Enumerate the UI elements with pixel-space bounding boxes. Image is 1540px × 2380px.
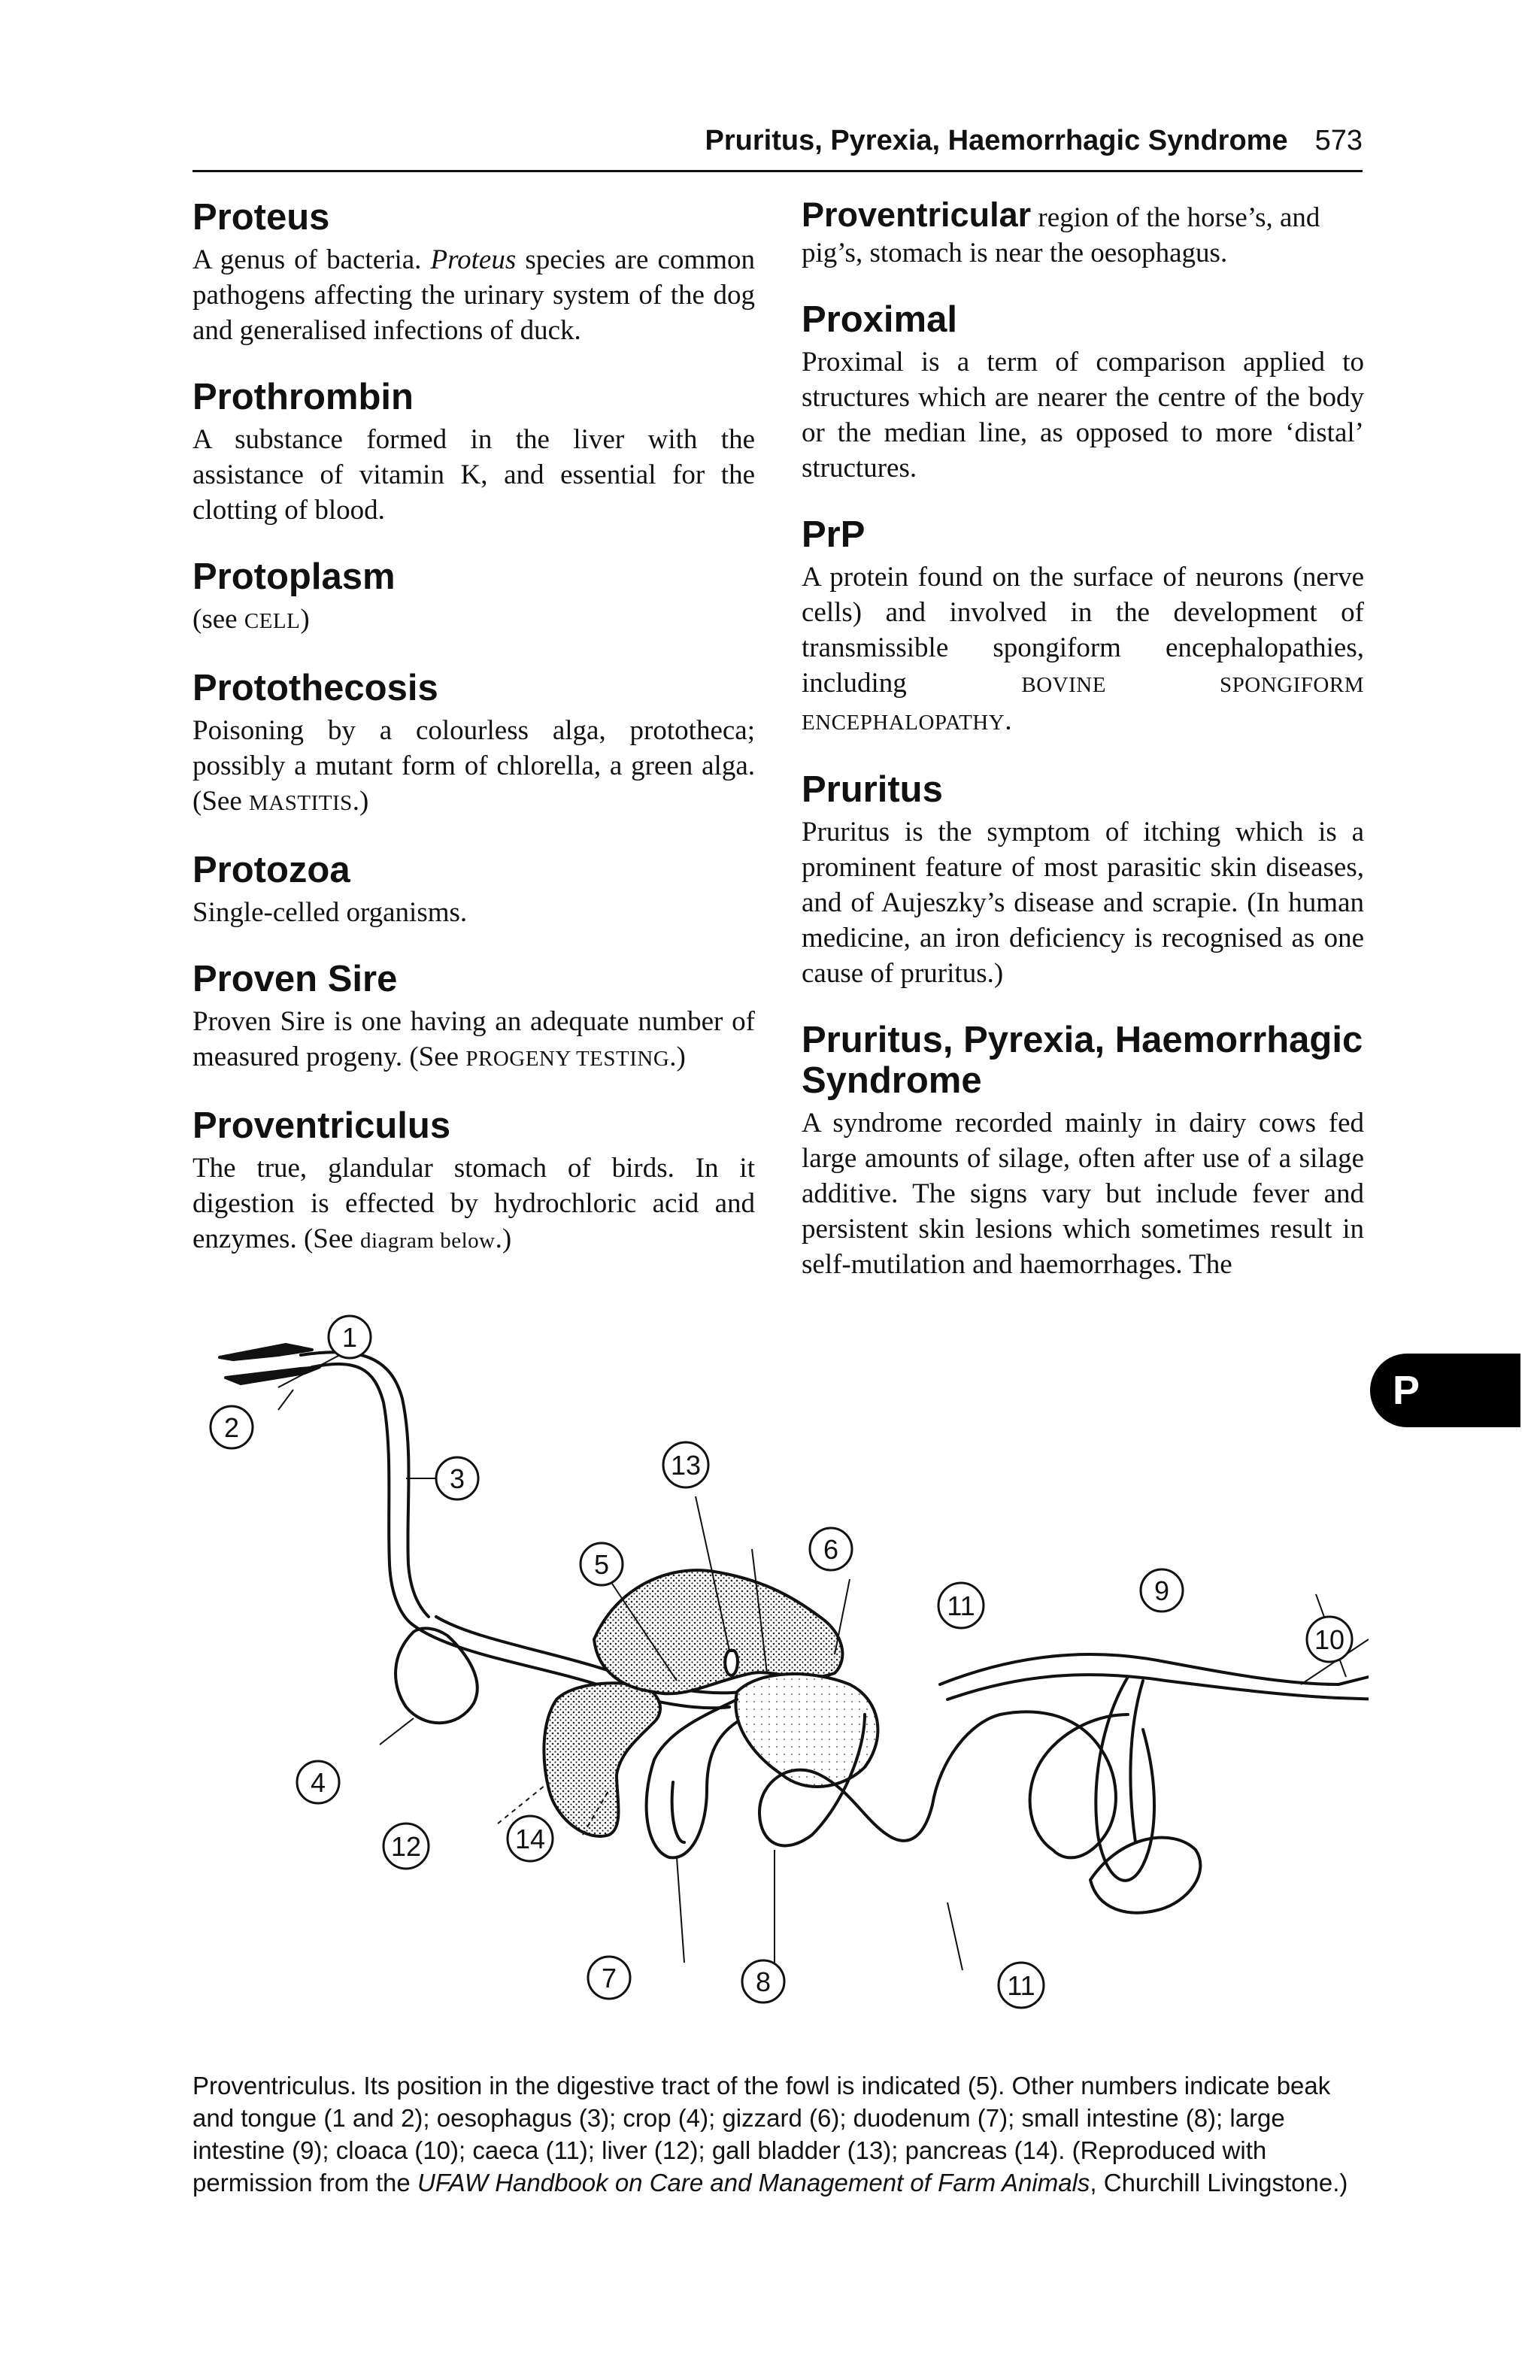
callout-label: 8	[755, 1966, 772, 1997]
callout-label: 9	[1153, 1575, 1170, 1606]
headword: Protothecosis	[192, 668, 438, 708]
definition-text: A genus of bacteria.	[192, 244, 431, 275]
callout-label: 6	[823, 1534, 839, 1565]
right-column	[802, 197, 1364, 1311]
running-head	[192, 125, 1363, 157]
callout-label: 7	[601, 1963, 617, 1993]
callout-7	[588, 1957, 630, 1999]
see-suffix: .	[1005, 705, 1012, 736]
callout-label: 14	[514, 1824, 546, 1854]
section-tab-letter: P	[1393, 1368, 1420, 1413]
callout-8	[742, 1960, 784, 2003]
callout-12	[383, 1824, 429, 1869]
caeca-shape	[1096, 1677, 1154, 1881]
headword: Pruritus, Pyrexia, Haemorrhagic Syndrome	[802, 1020, 1363, 1101]
callout-14	[508, 1816, 553, 1861]
headword: PrP	[802, 514, 865, 555]
liver-shape	[544, 1683, 660, 1836]
entry-proventriculus	[192, 1105, 755, 1259]
definition: Proximal is a term of comparison applied to structures which are nearer the centre of the body or the median line, as opposed to more ‘distal’ structures.	[802, 347, 1364, 484]
headword: Proven Sire	[192, 959, 398, 999]
callout-label: 4	[310, 1767, 326, 1798]
entry-prp	[802, 514, 1364, 741]
headword: Pruritus	[802, 769, 943, 810]
entry-protothecosis	[192, 668, 755, 821]
caption-book-title: UFAW Handbook on Care and Management of Farm Animals	[417, 2169, 1090, 2197]
definition-text: Poisoning by a colourless alga, prototheca; possibly a mutant form of chlorella, a green alga.	[192, 715, 755, 781]
callout-11-top	[938, 1583, 984, 1628]
header-rule	[192, 170, 1363, 172]
definition-text: The true, glandular stomach of birds. In it digestion is effected by hydrochloric acid and enzymes.	[192, 1153, 755, 1254]
see-suffix: )	[300, 604, 310, 635]
see-suffix: .)	[669, 1041, 686, 1072]
headword: Proteus	[192, 197, 330, 238]
definition: Single-celled organisms.	[192, 897, 468, 928]
see-suffix: .)	[495, 1223, 512, 1254]
large-intestine-shape	[940, 1654, 1338, 1684]
cross-reference-link[interactable]: BOVINE SPONGIFORM ENCEPHALOPATHY	[802, 673, 1364, 735]
cross-reference-link[interactable]: diagram below	[359, 1229, 496, 1253]
entry-proven-sire	[192, 959, 755, 1077]
definition-text: species are common pathogens affecting the urinary system of the dog and generalised infections of duck.	[192, 244, 755, 346]
duodenum-shape	[647, 1699, 737, 1857]
entry-protozoa	[192, 850, 755, 930]
definition	[192, 1004, 755, 1077]
definition-text: region of the horse’s, and pig’s, stomach is near the oesophagus.	[802, 202, 1320, 268]
callout-label: 5	[593, 1549, 610, 1580]
digestive-tract-diagram	[188, 1263, 1369, 2045]
caecum-pouch-shape	[1090, 1838, 1200, 1913]
definition	[192, 602, 755, 639]
see-prefix: (See	[192, 786, 249, 817]
gall-bladder-shape	[725, 1651, 738, 1675]
definition: A syndrome recorded mainly in dairy cows fed large amounts of silage, often after use of a silage additive. The signs vary but include fever and persistent skin lesions which sometimes result in self-mutilation and haemorrhages. The	[802, 1108, 1364, 1280]
headword: Prothrombin	[192, 377, 414, 417]
callout-label: 13	[670, 1450, 702, 1481]
cross-reference-link[interactable]: MASTITIS	[249, 791, 353, 815]
headword: Protoplasm	[192, 556, 396, 597]
cross-reference-link[interactable]: PROGENY TESTING	[465, 1047, 670, 1071]
headword: Proximal	[802, 299, 957, 340]
callout-label: 12	[390, 1831, 422, 1862]
callout-3	[436, 1457, 478, 1499]
definition-text: A protein found on the surface of neurons (nerve cells) and involved in the development of transmissible spongiform encephalopathies, including	[802, 562, 1364, 699]
callout-1	[329, 1316, 371, 1358]
callout-10	[1307, 1617, 1352, 1662]
callout-6	[810, 1528, 852, 1570]
callout-9	[1141, 1569, 1183, 1611]
callout-label: 11	[947, 1590, 975, 1621]
definition: A substance formed in the liver with the assistance of vitamin K, and essential for the clotting of blood.	[192, 424, 755, 526]
definition-text: Proven Sire is one having an adequate number of measured progeny.	[192, 1006, 755, 1072]
see-prefix: (See	[303, 1223, 360, 1254]
italic-term: Proteus	[430, 244, 517, 275]
definition	[802, 559, 1364, 741]
caption-text: , Churchill Livingstone.)	[1090, 2169, 1348, 2197]
left-column	[192, 197, 755, 1287]
entry-pruritus-pyrexia-haemorrhagic-syndrome	[802, 1020, 1364, 1282]
definition: Pruritus is the symptom of itching which is a prominent feature of most parasitic skin diseases, and of Aujeszky’s disease and scrapie. (In human medicine, an iron deficiency is recognised as one cause of pruritus.)	[802, 817, 1364, 989]
callout-4	[297, 1761, 339, 1803]
running-head-title: Pruritus, Pyrexia, Haemorrhagic Syndrome	[705, 125, 1288, 156]
figure-caption	[192, 2069, 1363, 2199]
callout-label: 10	[1314, 1624, 1345, 1655]
callout-label: 11	[1007, 1970, 1035, 2001]
see-prefix: (see	[192, 604, 244, 635]
tongue-shape	[226, 1367, 320, 1384]
definition	[192, 242, 755, 348]
headword: Protozoa	[192, 850, 350, 890]
oesophagus-shape	[301, 1352, 429, 1617]
definition	[802, 197, 1364, 271]
entry-proventricular	[802, 197, 1364, 271]
see-suffix: .)	[352, 786, 369, 817]
section-tab	[1370, 1354, 1520, 1427]
page-number: 573	[1314, 125, 1363, 156]
definition	[192, 1151, 755, 1259]
entry-protoplasm	[192, 556, 755, 639]
cloaca-shape	[1338, 1673, 1369, 1699]
headword: Proventricular	[802, 196, 1032, 234]
caption-text: Proventriculus. Its position in the digestive tract of the fowl is indicated (5). Other numbers indicate beak and tongue (1 and 2); oesophagus (3); crop (4); gizzard (6); duodenum (7); small intestine (8); large intestine (9); cloaca (10); caeca (11); liver (12); gall bladder (13); pancreas (14). (Reproduced with permission from the	[192, 2072, 1331, 2197]
callout-label: 3	[449, 1463, 465, 1494]
callout-11-bottom	[999, 1963, 1044, 2008]
callout-13	[663, 1442, 708, 1487]
callout-2	[211, 1406, 253, 1448]
crop-shape	[396, 1628, 477, 1723]
beak-shape	[220, 1345, 312, 1360]
entry-pruritus	[802, 769, 1364, 991]
callout-label: 1	[341, 1322, 358, 1353]
entry-proximal	[802, 299, 1364, 486]
entry-proteus	[192, 197, 755, 348]
headword: Proventriculus	[192, 1105, 451, 1146]
entry-prothrombin	[192, 377, 755, 528]
definition	[192, 713, 755, 821]
cross-reference-link[interactable]: CELL	[244, 609, 301, 633]
callout-5	[581, 1543, 623, 1585]
see-prefix: (See	[409, 1041, 466, 1072]
callout-label: 2	[223, 1412, 240, 1443]
